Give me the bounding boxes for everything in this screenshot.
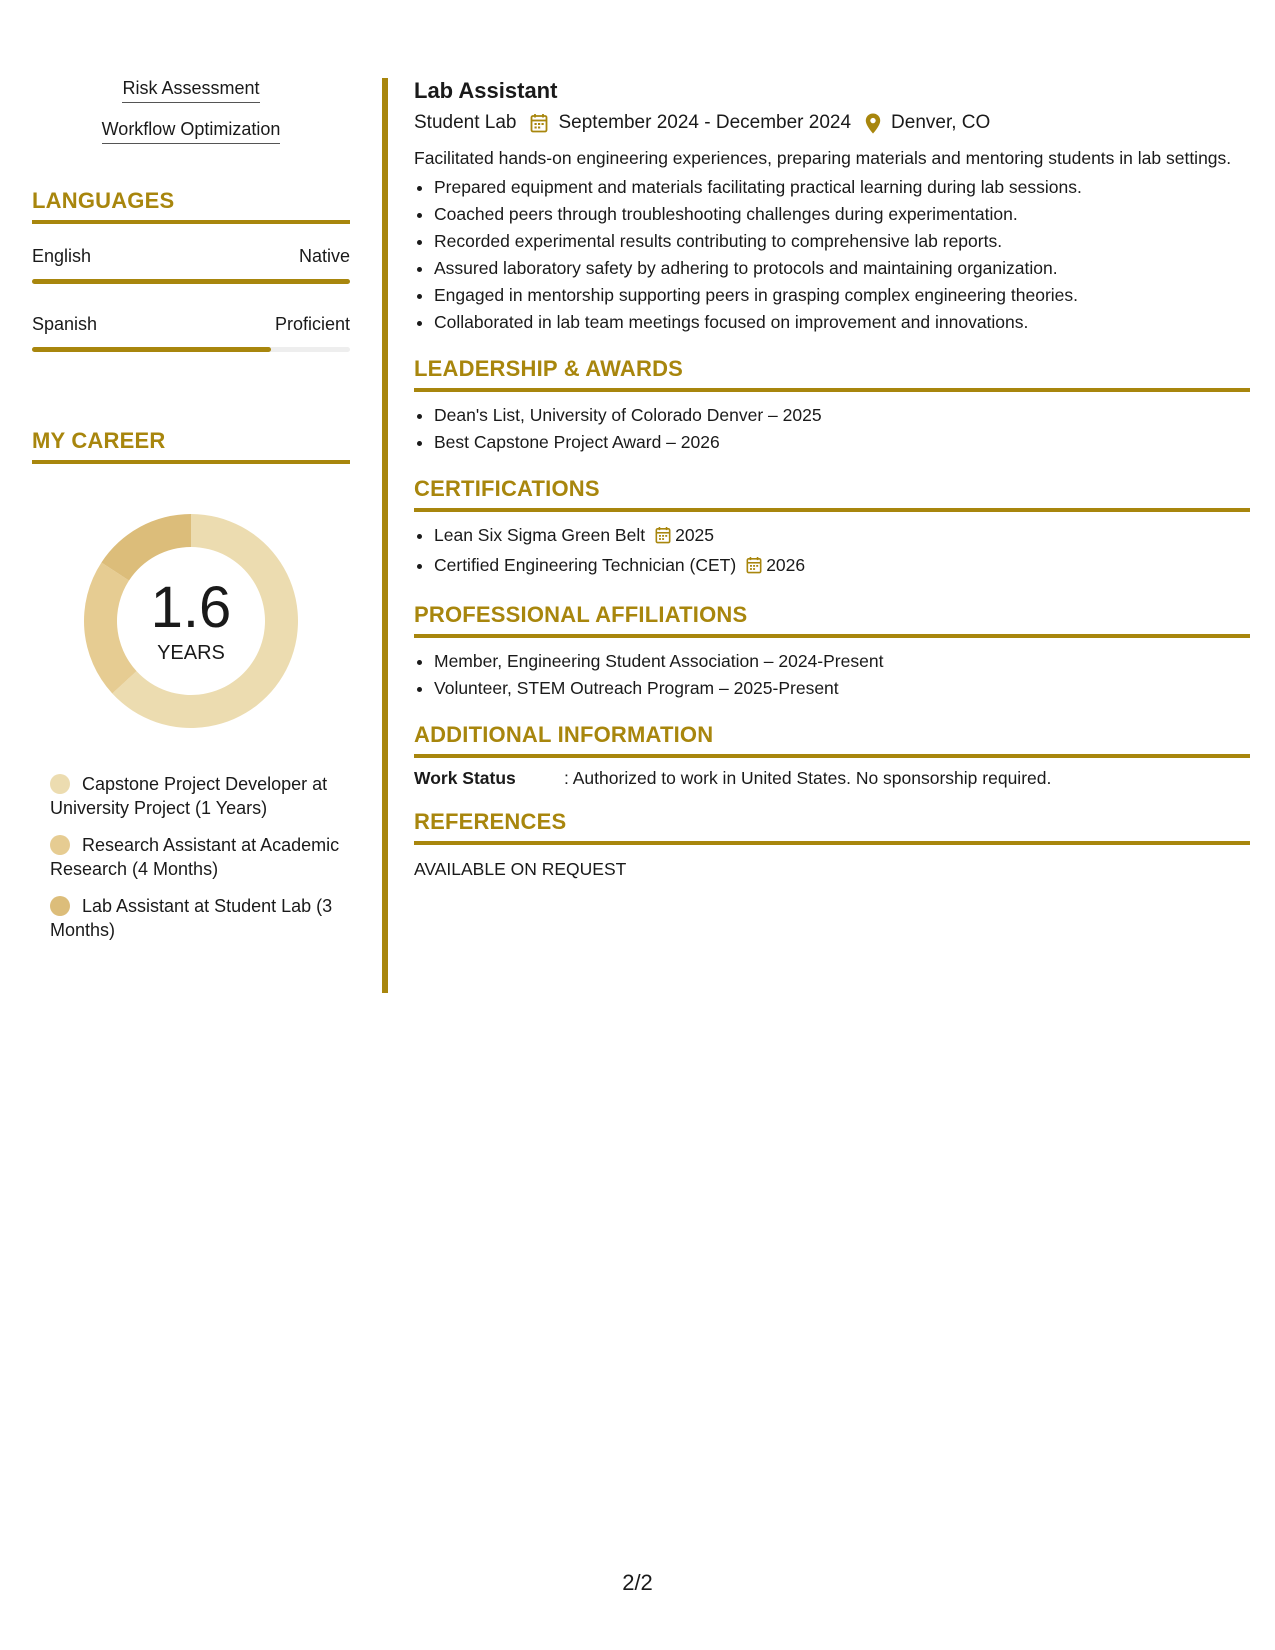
list-item: • Best Capstone Project Award – 2026 (434, 429, 1250, 456)
calendar-icon (746, 555, 762, 582)
work-status-label: Work Status (414, 768, 516, 788)
legend-item: Lab Assistant at Student Lab (3 Months) (50, 896, 333, 940)
skill-item: Workflow Optimization (32, 119, 350, 144)
section-rule (414, 634, 1250, 638)
list-item: • Recorded experimental results contributing to comprehensive lab reports. (434, 228, 1250, 255)
list-item: • Engaged in mentorship supporting peers in grasping complex engineering theories. (434, 282, 1250, 309)
language-bar (32, 279, 350, 284)
list-item: • Dean's List, University of Colorado Denver – 2025 (434, 402, 1250, 429)
list-item (434, 522, 1250, 552)
career-legend (32, 772, 350, 942)
career-total-unit: YEARS (157, 642, 225, 664)
work-status-row (414, 768, 1250, 789)
language-level: Native (298, 246, 350, 266)
language-bar-fill (32, 279, 350, 284)
language-row (32, 314, 350, 335)
affiliations-section (414, 602, 1250, 702)
career-donut-chart (76, 506, 306, 736)
legend-dot (50, 896, 70, 916)
page-number: 2/2 (622, 1570, 653, 1595)
calendar-icon (530, 113, 548, 133)
column-divider (382, 78, 388, 993)
section-rule (32, 460, 350, 464)
languages-section (32, 188, 350, 352)
section-rule (32, 220, 350, 224)
section-title: CERTIFICATIONS (414, 476, 600, 501)
section-rule (414, 841, 1250, 845)
right-column (414, 78, 1250, 880)
legend-dot (50, 835, 70, 855)
list-item: • Member, Engineering Student Association – 2024-Present (434, 648, 1250, 675)
job-dates: September 2024 - December 2024 (558, 112, 852, 133)
legend-item: Research Assistant at Academic Research (4 Months) (50, 835, 340, 879)
section-rule (414, 754, 1250, 758)
job-meta (414, 112, 1250, 134)
career-section (32, 428, 350, 942)
section-title: PROFESSIONAL AFFILIATIONS (414, 602, 748, 627)
list-item: • Collaborated in lab team meetings focused on improvement and innovations. (434, 309, 1250, 336)
language-row (32, 246, 350, 267)
language-bar (32, 347, 350, 352)
section-title: REFERENCES (414, 809, 567, 834)
legend-dot (50, 774, 70, 794)
language-level: Proficient (274, 314, 350, 334)
references-text: AVAILABLE ON REQUEST (414, 859, 627, 879)
job-title: Lab Assistant (414, 78, 558, 103)
cert-year: 2025 (675, 525, 715, 545)
references-section (414, 809, 1250, 880)
job-bullets (414, 174, 1250, 336)
language-name: Spanish (32, 314, 98, 334)
section-title: LEADERSHIP & AWARDS (414, 356, 684, 381)
calendar-icon (655, 525, 671, 552)
language-name: English (32, 246, 92, 266)
cert-name: Lean Six Sigma Green Belt (434, 525, 646, 545)
job-company: Student Lab (414, 112, 517, 133)
work-status-value: : Authorized to work in United States. No sponsorship required. (564, 768, 1052, 788)
legend-item: Capstone Project Developer at University Project (1 Years) (50, 774, 328, 818)
list-item: • Volunteer, STEM Outreach Program – 2025-Present (434, 675, 1250, 702)
section-rule (414, 508, 1250, 512)
list-item: • Assured laboratory safety by adhering to protocols and maintaining organization. (434, 255, 1250, 282)
leadership-section (414, 356, 1250, 456)
career-total-value: 1.6 (150, 575, 232, 640)
section-title: ADDITIONAL INFORMATION (414, 722, 714, 747)
language-bar-fill (32, 347, 271, 352)
left-column (32, 78, 350, 955)
job-entry (414, 78, 1250, 336)
cert-name: Certified Engineering Technician (CET) (434, 555, 737, 575)
job-description: Facilitated hands-on engineering experiences, preparing materials and mentoring students in lab settings. (414, 148, 1232, 168)
additional-info-section (414, 722, 1250, 789)
list-item: • Coached peers through troubleshooting challenges during experimentation. (434, 201, 1250, 228)
section-title: LANGUAGES (32, 188, 175, 213)
section-title: MY CAREER (32, 428, 166, 453)
certifications-section (414, 476, 1250, 582)
list-item: • Prepared equipment and materials facilitating practical learning during lab sessions. (434, 174, 1250, 201)
list-item (434, 552, 1250, 582)
location-pin-icon (865, 113, 881, 134)
section-rule (414, 388, 1250, 392)
cert-year: 2026 (766, 555, 806, 575)
job-location: Denver, CO (891, 112, 991, 133)
skill-item: Risk Assessment (32, 78, 350, 103)
